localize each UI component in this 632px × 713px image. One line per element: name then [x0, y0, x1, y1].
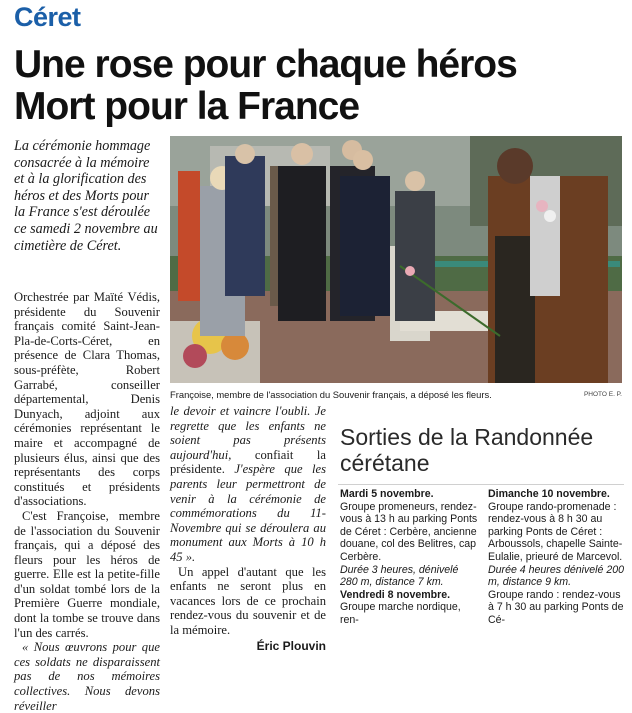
hike-details: Groupe promeneurs, rendez-vous à 13 h au parking Ponts de Céret : Cerbère, ancienne douane, col des Belitres, cap Cerbère. — [340, 500, 478, 563]
hike-details: Groupe rando : rendez-vous à 7 h 30 au parking Ponts de Cé- — [488, 588, 624, 626]
article-lead: La cérémonie hommage consacrée à la mémoire et à la glorification des héros et des Morts pour la France s'est déroulée ce samedi 2 novembre au cimetière de Céret. — [14, 138, 158, 254]
hike-column-2 — [488, 488, 626, 627]
body-paragraph: Orchestrée par Maïté Védis, présidente du Souvenir français comité Saint-Jean-Pla-de-Corts-Céret, en présence de Clara Thomas, sous-préfète, Robert Garrabé, conseiller départemental, Denis Dunyach, adjoint aux cérémonies représentant le maire et accompagné de plusieurs élus, ainsi que des représentants des corps constitués et présidents d'associations. — [14, 290, 160, 509]
body-column-1 — [14, 290, 160, 713]
body-quote: « Nous œuvrons pour que ces soldats ne disparaissent pas de nos mémoires collectives. Nous devons réveiller — [14, 640, 160, 713]
section-kicker: Céret — [14, 2, 81, 32]
photo-caption: Françoise, membre de l'association du Souvenir français, a déposé les fleurs. — [170, 389, 492, 400]
hike-date: Dimanche 10 novembre. — [488, 488, 610, 500]
photo-credit: PHOTO E. P. — [583, 391, 622, 398]
quote-attribution: confiait la présidente. — [170, 447, 326, 477]
body-paragraph — [170, 404, 326, 565]
hike-info: Durée 3 heures, dénivelé 280 m, distance 7 km. — [340, 563, 459, 589]
hike-details: Groupe rando-promenade : rendez-vous à 8 h 30 au parking Ponts de Céret : Arboussols, chapelle Sainte-Eulalie, prieuré de Marcevol. — [488, 500, 623, 563]
quote-italic: J'espère que les parents leur permettront de venir à la cérémonie de commémorations du 11-Novembre qui se déroulera au monument aux Morts à 10 h 45 ». — [170, 462, 326, 564]
hike-details: Groupe marche nordique, ren- — [340, 601, 461, 626]
box-title: Sorties de la Randonnée cérétane — [340, 424, 594, 476]
body-paragraph: Un appel d'autant que les enfants ne seront plus en vacances lors de ce prochain rendez-vous du souvenir et de la mémoire. — [170, 564, 326, 637]
article-photo — [170, 136, 622, 383]
hike-date: Vendredi 8 novembre. — [340, 588, 451, 601]
box-divider — [338, 484, 624, 485]
body-paragraph: C'est Françoise, membre de l'association du Souvenir français, qui a déposé des fleurs pour les héros de guerre. Elle est la petite-fille d'un soldat tombé lors de la Première Guerre mondiale, dont la tombe se trouve dans l'un des carrés. — [14, 508, 160, 640]
headline — [14, 44, 624, 128]
quote-italic: le devoir et vaincre l'oubli. Je regrette que les enfants ne soient pas présents aujourd'hui, — [170, 404, 326, 462]
author-signature: Éric Plouvin — [256, 638, 326, 653]
hike-column-1 — [340, 488, 478, 627]
headline-line-2: Mort pour la France — [14, 85, 360, 128]
hike-date: Mardi 5 novembre. — [340, 488, 434, 500]
hike-info: Durée 4 heures dénivelé 200 m, distance 9 km. — [488, 563, 625, 589]
headline-line-1: Une rose pour chaque héros — [14, 43, 517, 86]
